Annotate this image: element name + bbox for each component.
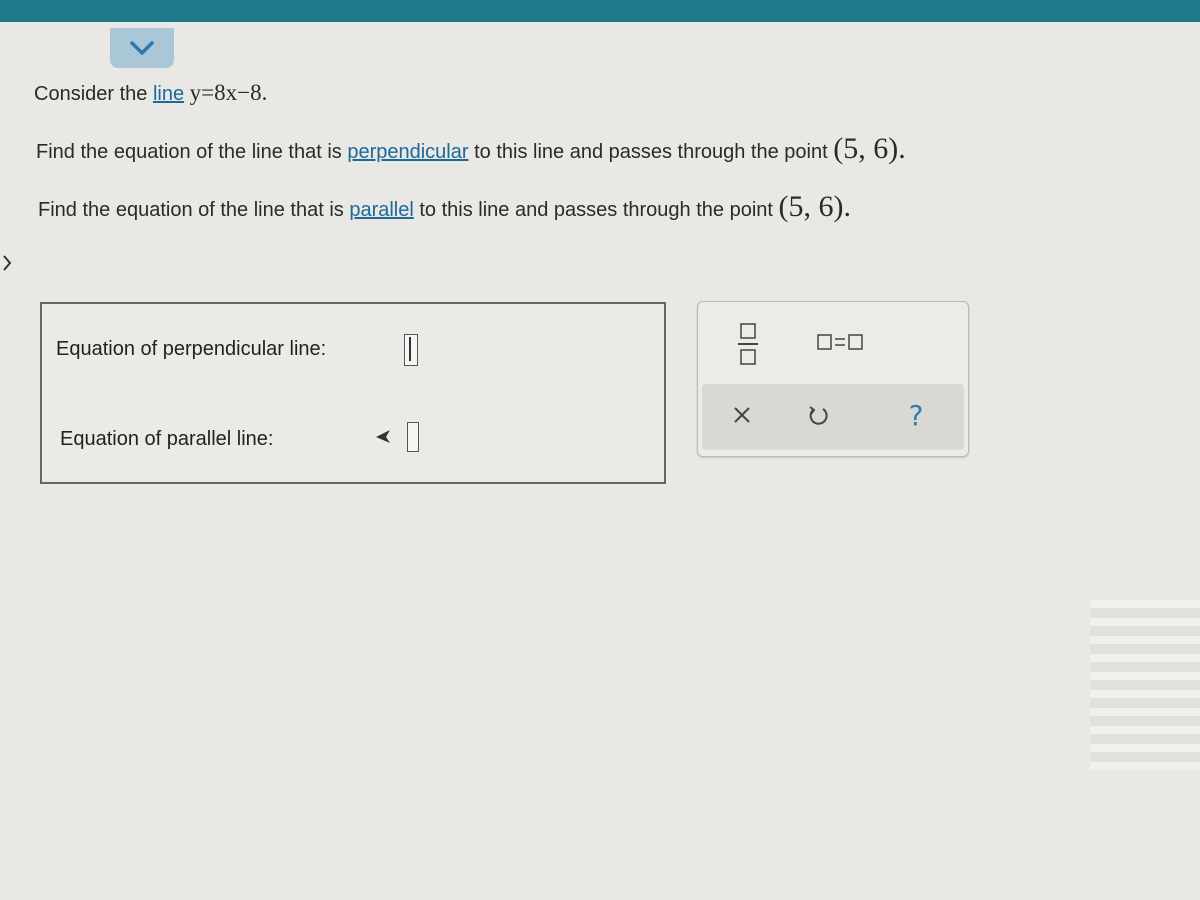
point-coordinates: (5, 6). [778,190,851,223]
question-line-2 [36,132,906,166]
undo-icon [806,403,830,427]
help-button[interactable] [900,398,932,432]
expand-side-button[interactable] [0,248,14,278]
top-bar [0,0,1200,22]
undo-button[interactable] [802,398,834,432]
perpendicular-answer-input[interactable] [404,334,418,366]
perpendicular-link[interactable]: perpendicular [347,141,469,163]
parallel-label: Equation of parallel line: [60,428,274,450]
question-text: to this line and passes through the point [413,199,779,221]
question-line-1 [34,80,267,106]
parallel-answer-input[interactable] [407,422,419,452]
question-line-3 [38,190,851,224]
fraction-icon[interactable] [736,320,760,368]
toolbox-action-row [702,384,964,450]
equation-icon[interactable] [816,332,864,352]
point-coordinates: (5, 6). [833,132,906,165]
perpendicular-label: Equation of perpendicular line: [56,338,327,360]
chevron-down-icon [129,40,155,56]
mouse-cursor-icon [376,430,392,444]
clear-button[interactable] [726,398,758,432]
question-text: Find the equation of the line that is [36,141,348,163]
chevron-right-icon [2,253,12,273]
math-toolbox [697,301,969,457]
answer-box [40,302,666,484]
clear-icon [732,405,752,425]
question-text: to this line and passes through the point [468,141,834,163]
line-link[interactable]: line [152,83,185,105]
line-equation: y=8x−8. [189,80,268,105]
parallel-link[interactable]: parallel [349,199,414,221]
help-icon: ? [908,398,924,432]
background-reflection [1090,600,1200,770]
collapse-toggle-button[interactable] [110,28,174,68]
question-text: Consider the [34,83,153,105]
question-text: Find the equation of the line that is [38,199,350,221]
